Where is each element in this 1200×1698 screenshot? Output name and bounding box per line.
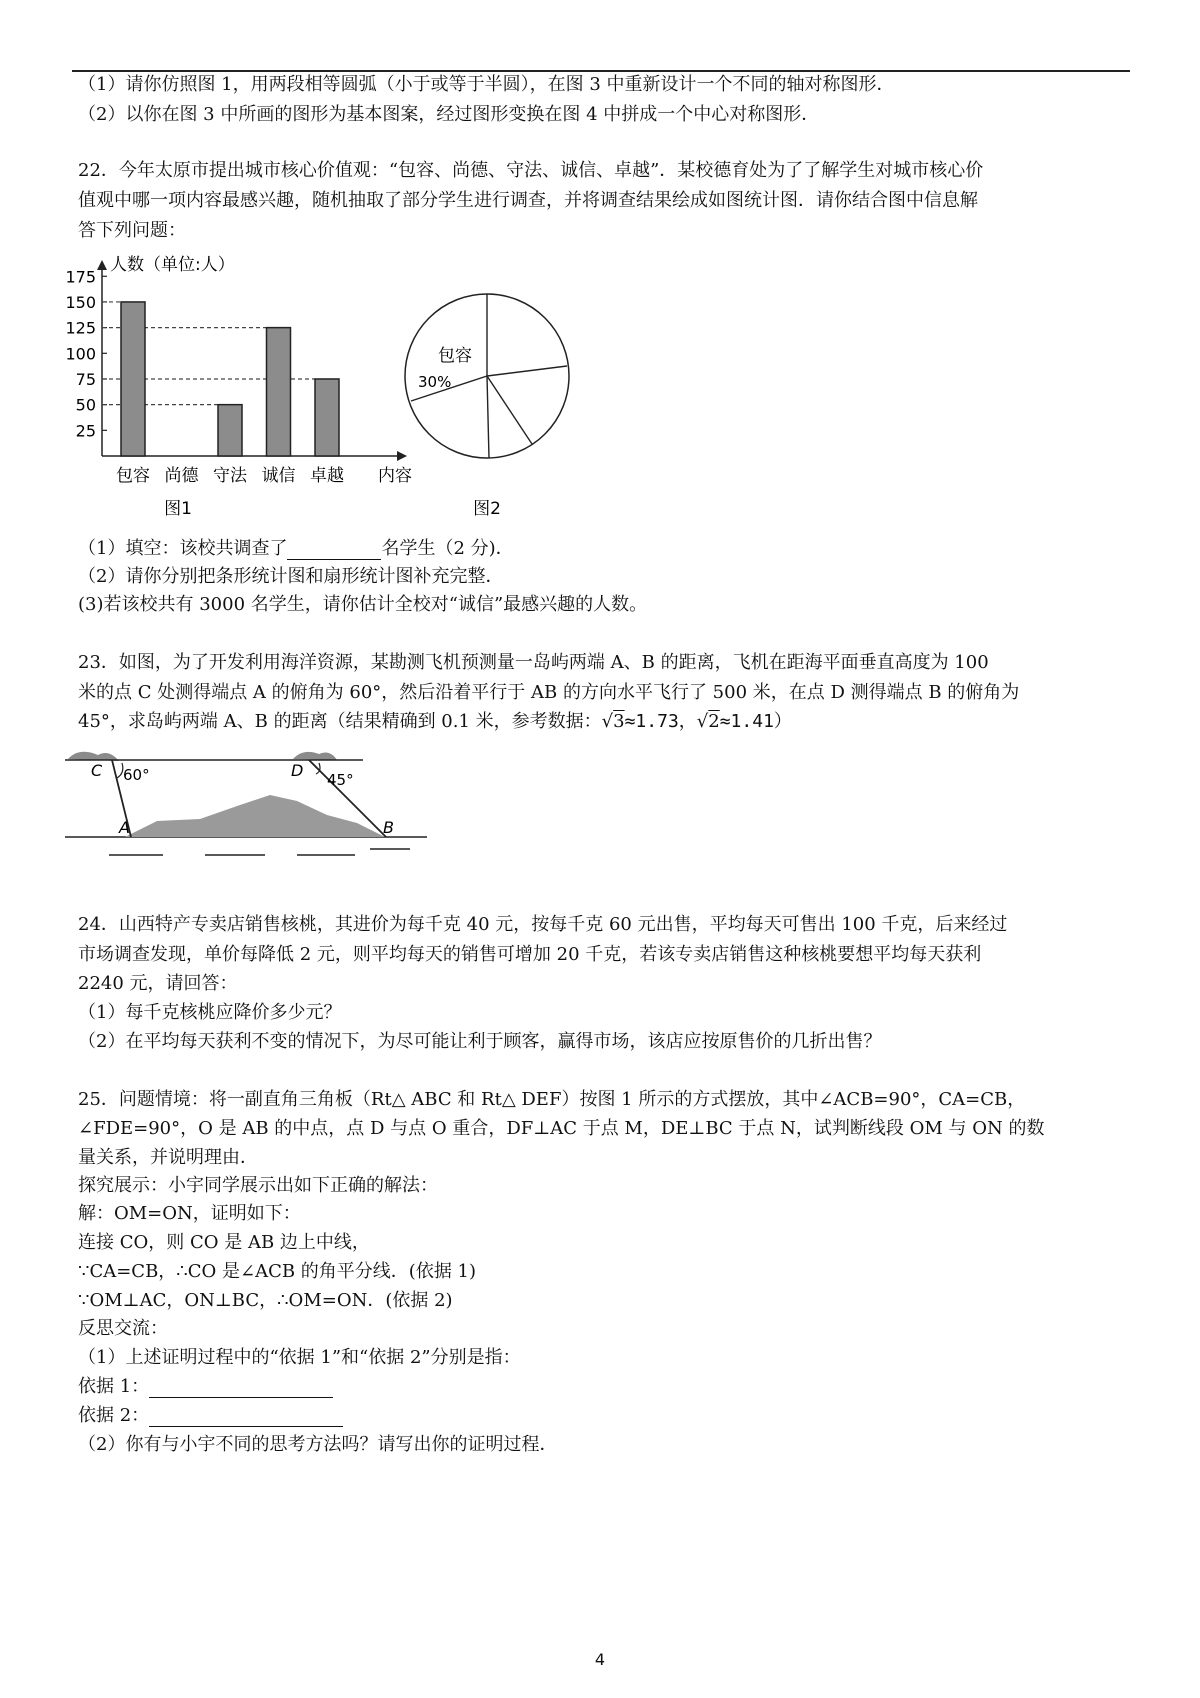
q25-explore: 探究展示：小宇同学展示出如下正确的解法： bbox=[78, 1175, 438, 1196]
q24-stem-line1: 24．山西特产专卖店销售核桃，其进价为每千克 40 元，按每千克 60 元出售，平均每天可售出 100 千克，后来经过 bbox=[78, 914, 1008, 935]
sqrt3-radicand: 3 bbox=[613, 711, 625, 732]
y-tick-label: 25 bbox=[75, 421, 96, 441]
answer-blank[interactable] bbox=[287, 541, 381, 560]
q24-stem-line2: 市场调查发现，单价每降低 2 元，则平均每天的销售可增加 20 千克，若该专卖店销售这种核桃要想平均每天获利 bbox=[78, 944, 982, 965]
q25-basis2 bbox=[78, 1405, 343, 1427]
page-number: 4 bbox=[594, 1650, 606, 1669]
pie-slice-label: 包容 bbox=[438, 346, 472, 366]
x-axis-title: 内容 bbox=[378, 466, 412, 486]
x-tick-label: 尚德 bbox=[164, 466, 199, 486]
q22-part3: (3)若该校共有 3000 名学生，请你估计全校对“诚信”最感兴趣的人数。 bbox=[78, 594, 648, 615]
q25-stem-line3: 量关系，并说明理由． bbox=[78, 1147, 258, 1168]
sqrt3-approx: ≈1.73， bbox=[624, 711, 697, 732]
q24-part2: （2）在平均每天获利不变的情况下，为尽可能让利于顾客，赢得市场，该店应按原售价的几折出售？ bbox=[78, 1031, 882, 1052]
q23-stem-line2: 米的点 C 处测得端点 A 的俯角为 60°，然后沿着平行于 AB 的方向水平飞行了 500 米，在点 D 测得端点 B 的俯角为 bbox=[78, 682, 1020, 703]
q25-stem-line2: ∠FDE=90°，O 是 AB 的中点，点 D 与点 O 重合，DF⊥AC 于点 M，DE⊥BC 于点 N，试判断线段 OM 与 ON 的数 bbox=[78, 1118, 1045, 1139]
q23-stem-line1: 23．如图，为了开发利用海洋资源，某勘测飞机预测量一岛屿两端 A、B 的距离，飞机在距海平面垂直高度为 100 bbox=[78, 652, 989, 673]
bar-包容 bbox=[121, 302, 145, 456]
q25-stem-line1: 25．问题情境：将一副直角三角板（Rt△ ABC 和 Rt△ DEF）按图 1 所示的方式摆放，其中∠ACB=90°，CA=CB， bbox=[78, 1089, 1026, 1110]
label-d: D bbox=[291, 761, 304, 780]
header-rule bbox=[72, 70, 1130, 72]
bar-卓越 bbox=[315, 379, 339, 456]
label-a: A bbox=[119, 818, 130, 837]
y-tick-label: 100 bbox=[65, 344, 96, 364]
sqrt2-approx: ≈1.41） bbox=[719, 711, 792, 732]
pie-slice-percent: 30% bbox=[418, 373, 452, 391]
angle-arc-c bbox=[117, 763, 123, 778]
q24-part1: （1）每千克核桃应降价多少元？ bbox=[78, 1002, 342, 1023]
q22-stem-line1: 22．今年太原市提出城市核心价值观：“包容、尚德、守法、诚信、卓越”．某校德育处为了了解学生对城市核心价 bbox=[78, 160, 984, 181]
y-axis-arrow bbox=[97, 260, 107, 270]
sqrt2-radicand: 2 bbox=[708, 711, 720, 732]
q22-stem-line2: 值观中哪一项内容最感兴趣，随机抽取了部分学生进行调查，并将调查结果绘成如图统计图．请你结合图中信息解 bbox=[78, 190, 978, 211]
y-tick-label: 75 bbox=[75, 369, 96, 389]
basis1-label: 依据 1： bbox=[78, 1376, 150, 1397]
bar-chart bbox=[60, 250, 440, 525]
island-icon bbox=[125, 795, 385, 837]
q22-part1-text: （1）填空：该校共调查了 bbox=[78, 538, 288, 559]
x-tick-label: 守法 bbox=[213, 466, 247, 486]
label-c: C bbox=[91, 761, 103, 780]
y-tick-label: 50 bbox=[75, 395, 96, 415]
x-tick-label: 包容 bbox=[116, 466, 150, 486]
y-tick-label: 150 bbox=[65, 292, 96, 312]
y-tick-label: 125 bbox=[65, 318, 96, 338]
bar-诚信 bbox=[267, 328, 291, 456]
pie-radius bbox=[487, 376, 532, 444]
q22-stem-line3: 答下列问题： bbox=[78, 220, 186, 241]
pie-radius bbox=[487, 366, 567, 376]
q23-stem-line3-text: 45°，求岛屿两端 A、B 的距离（结果精确到 0.1 米，参考数据： bbox=[78, 711, 602, 732]
q25-reflect: 反思交流： bbox=[78, 1318, 168, 1339]
q25-proof-line2: ∵CA=CB，∴CO 是∠ACB 的角平分线．(依据 1) bbox=[78, 1261, 477, 1282]
bar-守法 bbox=[218, 405, 242, 456]
basis2-blank[interactable] bbox=[149, 1408, 343, 1427]
sqrt3-expr: √3 bbox=[601, 711, 625, 732]
q21-part1: （1）请你仿照图 1，用两段相等圆弧（小于或等于半圆），在图 3 中重新设计一个不同的轴对称图形． bbox=[78, 74, 895, 95]
label-b: B bbox=[383, 818, 394, 837]
cloud-icon bbox=[293, 752, 337, 760]
angle-c-label: 60° bbox=[123, 766, 150, 784]
pie-chart bbox=[400, 275, 580, 525]
basis1-blank[interactable] bbox=[149, 1379, 333, 1398]
q25-basis1 bbox=[78, 1376, 333, 1398]
q25-proof-line1: 连接 CO，则 CO 是 AB 边上中线， bbox=[78, 1232, 370, 1253]
sqrt2-expr: √2 bbox=[696, 711, 720, 732]
q25-solution: 解：OM=ON，证明如下： bbox=[78, 1203, 301, 1224]
q25-part2: （2）你有与小宇不同的思考方法吗？请写出你的证明过程． bbox=[78, 1434, 558, 1455]
x-tick-label: 卓越 bbox=[310, 466, 344, 486]
q25-part1: （1）上述证明过程中的“依据 1”和“依据 2”分别是指： bbox=[78, 1347, 521, 1368]
q23-figure bbox=[65, 745, 435, 865]
q22-part2: （2）请你分别把条形统计图和扇形统计图补充完整． bbox=[78, 566, 504, 587]
q24-stem-line3: 2240 元，请回答： bbox=[78, 973, 238, 994]
pie-radius bbox=[487, 376, 489, 458]
y-axis-title: 人数（单位:人） bbox=[110, 255, 235, 275]
q22-part1 bbox=[78, 538, 514, 560]
q21-part2: （2）以你在图 3 中所画的图形为基本图案，经过图形变换在图 4 中拼成一个中心对称图形． bbox=[78, 104, 820, 125]
q23-stem-line3 bbox=[78, 711, 792, 733]
fig1-caption: 图1 bbox=[164, 499, 192, 519]
basis2-label: 依据 2： bbox=[78, 1405, 150, 1426]
angle-d-label: 45° bbox=[327, 771, 354, 789]
q22-part1-suffix: 名学生（2 分)． bbox=[381, 538, 514, 559]
fig2-caption: 图2 bbox=[473, 499, 501, 519]
q25-proof-line3: ∵OM⊥AC，ON⊥BC，∴OM=ON．(依据 2) bbox=[78, 1290, 453, 1311]
y-tick-label: 175 bbox=[65, 267, 96, 287]
x-tick-label: 诚信 bbox=[261, 466, 296, 486]
